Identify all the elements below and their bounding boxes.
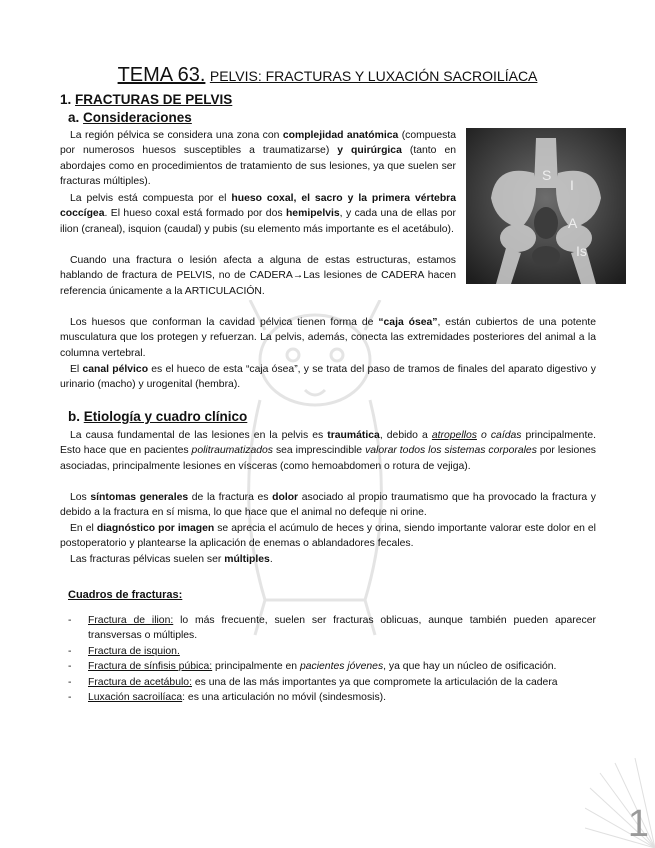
list-item: - Fractura de sínfisis púbica: principalmente en pacientes jóvenes, ya que hay un núcleo de osificación. <box>68 661 557 673</box>
page-number: 1 <box>627 803 649 845</box>
title-main: TEMA 63. <box>117 64 206 86</box>
subsection-a-heading <box>68 110 192 125</box>
paragraph-etiologia-4: Las fracturas pélvicas suelen ser múltiples. <box>70 554 273 565</box>
xray-label-i: I <box>570 177 574 193</box>
subsection-b-title: Etiología y cuadro clínico <box>83 409 248 424</box>
paragraph-consideraciones-1: La región pélvica se considera una zona con complejidad anatómica (compuesta por numerosos huesos susceptibles a traumatizarse) y quirúrgica (tanto en abordajes como en procedimientos de tratamiento de sus lesiones, ya que suelen ser fracturas múltiples). <box>60 130 456 188</box>
xray-label-s: S <box>542 167 552 183</box>
page-title <box>0 64 655 87</box>
paragraph-consideraciones-5: El canal pélvico es el hueco de esta “caja ósea”, y se trata del paso de tramos de finales del aparato digestivo y urinario (macho) y urogenital (hembra). <box>60 364 596 391</box>
paragraph-etiologia-3: En el diagnóstico por imagen se aprecia el acúmulo de heces y orina, siendo importante valorar este dolor en el postoperatorio y plantearse la aplicación de enemas o ablandadores fecales. <box>60 523 596 550</box>
paragraph-etiologia-2: Los síntomas generales de la fractura es dolor asociado al propio traumatismo que ha provocado la fractura y debido a la fractura en sí misma, lo que hace que el animal no defeque ni orine. <box>60 492 597 519</box>
paragraph-consideraciones-3: Cuando una fractura o lesión afecta a alguna de estas estructuras, estamos hablando de fractura de PELVIS, no de CADERA→Las lesiones de CADERA hacen referencia únicamente a la ARTICULACIÓN. <box>60 255 456 297</box>
paragraph-consideraciones-2: La pelvis está compuesta por el hueso coxal, el sacro y la primera vértebra coccígea. El hueso coxal está formado por dos hemipelvis, y cada una de ellas por ilion (craneal), isquion (caudal) y pubis (su elemento más importante es el acetábulo). <box>60 193 457 235</box>
section-number: 1. <box>60 92 72 107</box>
paragraph-etiologia-1: La causa fundamental de las lesiones en la pelvis es traumática, debido a atropellos o caídas principalmente. Esto hace que en pacientes politraumatizados sea imprescindible valorar todos los sistemas corporales por lesiones asociadas, principalmente lesiones en vísceras (como hemoabdomen o rotura de vejiga). <box>60 430 596 472</box>
list-item: - Fractura de acetábulo: es una de las más importantes ya que compromete la articulación de la cadera <box>68 676 558 688</box>
list-item: - Fractura de ilion: lo más frecuente, suelen ser fracturas oblicuas, aunque también pueden aparecer transversas o múltiples. <box>68 615 596 642</box>
cuadros-title: Cuadros de fracturas: <box>68 589 183 601</box>
xray-label-is: Is <box>576 243 587 259</box>
list-item: - Luxación sacroilíaca: es una articulación no móvil (sindesmosis). <box>68 692 387 704</box>
cuadros-list <box>68 613 596 705</box>
pelvis-xray-image <box>466 128 626 284</box>
subsection-a-title: Consideraciones <box>83 110 192 125</box>
paragraph-consideraciones-4: Los huesos que conforman la cavidad pélvica tienen forma de “caja ósea”, están cubiertos de una potente musculatura que los protegen y refuerzan. La pelvis, además, conecta las extremidades posteriores del animal a la columna vertebral. <box>60 317 597 359</box>
title-rest: PELVIS: FRACTURAS Y LUXACIÓN SACROILÍACA <box>209 68 538 84</box>
subsection-a-letter: a. <box>68 110 80 125</box>
section-heading <box>60 92 232 107</box>
subsection-b-heading <box>68 409 247 424</box>
xray-label-a: A <box>568 215 578 231</box>
list-item: - Fractura de isquion. <box>68 645 180 657</box>
subsection-b-letter: b. <box>68 409 80 424</box>
section-title: FRACTURAS DE PELVIS <box>75 92 233 107</box>
